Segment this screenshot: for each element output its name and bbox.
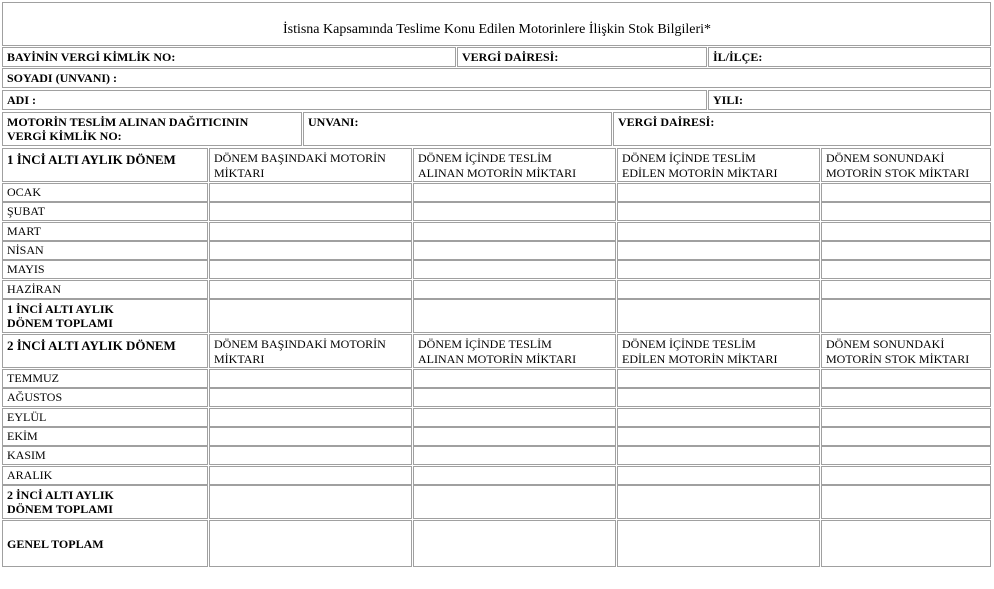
col-delivered-line1: DÖNEM İÇİNDE TESLİM — [622, 337, 756, 351]
surname-field[interactable] — [2, 68, 991, 88]
period2-total-delivered[interactable] — [617, 485, 820, 519]
form-title: İstisna Kapsamında Teslime Konu Edilen Motorinlere İlişkin Stok Bilgileri* — [282, 22, 712, 37]
month-end-input[interactable] — [821, 222, 991, 241]
month-end-input[interactable] — [821, 202, 991, 221]
month-label: MAYIS — [7, 262, 45, 276]
month-label: NİSAN — [7, 243, 44, 257]
grand-total-end[interactable] — [821, 520, 991, 567]
month-received-input[interactable] — [413, 280, 616, 299]
period1-heading-cell — [2, 148, 208, 182]
month-label-cell — [2, 202, 208, 221]
p1-col-start-header — [209, 148, 412, 182]
col-received-line2: ALINAN MOTORİN MİKTARI — [418, 352, 577, 366]
col-delivered-line2: EDİLEN MOTORİN MİKTARI — [622, 352, 778, 366]
col-received-line1: DÖNEM İÇİNDE TESLİM — [418, 151, 552, 165]
month-delivered-input[interactable] — [617, 260, 820, 279]
col-end-line2: MOTORİN STOK MİKTARI — [826, 352, 970, 366]
col-delivered-line1: DÖNEM İÇİNDE TESLİM — [622, 151, 756, 165]
period2-heading: 2 İNCİ ALTI AYLIK DÖNEM — [7, 338, 176, 353]
province-label: İL/İLÇE: — [713, 50, 763, 64]
period1-total-line2: DÖNEM TOPLAMI — [7, 316, 113, 330]
period1-total-end[interactable] — [821, 299, 991, 333]
period1-total-received[interactable] — [413, 299, 616, 333]
month-start-input[interactable] — [209, 241, 412, 260]
month-start-input[interactable] — [209, 280, 412, 299]
month-label-cell — [2, 222, 208, 241]
month-delivered-input[interactable] — [617, 388, 820, 407]
month-received-input[interactable] — [413, 241, 616, 260]
month-end-input[interactable] — [821, 369, 991, 388]
month-label-cell — [2, 183, 208, 202]
month-received-input[interactable] — [413, 388, 616, 407]
month-end-input[interactable] — [821, 466, 991, 485]
month-label-cell — [2, 408, 208, 427]
month-delivered-input[interactable] — [617, 466, 820, 485]
p2-col-received-header — [413, 334, 616, 368]
month-received-input[interactable] — [413, 222, 616, 241]
month-label: MART — [7, 224, 41, 238]
distributor-tax-office-field[interactable] — [613, 112, 991, 146]
month-delivered-input[interactable] — [617, 427, 820, 446]
grand-total-delivered[interactable] — [617, 520, 820, 567]
dealer-tax-office-field[interactable] — [457, 47, 707, 67]
month-start-input[interactable] — [209, 260, 412, 279]
month-delivered-input[interactable] — [617, 408, 820, 427]
month-label-cell — [2, 446, 208, 465]
dealer-tax-office-label: VERGİ DAİRESİ: — [462, 50, 559, 64]
month-label: ARALIK — [7, 468, 53, 482]
distributor-label-line1: MOTORİN TESLİM ALINAN DAĞITICININ — [7, 115, 249, 129]
month-end-input[interactable] — [821, 260, 991, 279]
month-label: EYLÜL — [7, 410, 47, 424]
period1-total-line1: 1 İNCİ ALTI AYLIK — [7, 302, 114, 316]
col-end-line1: DÖNEM SONUNDAKİ — [826, 151, 945, 165]
dealer-tax-id-field[interactable] — [2, 47, 456, 67]
month-received-input[interactable] — [413, 260, 616, 279]
col-start-line2: MİKTARI — [214, 166, 265, 180]
month-label-cell — [2, 388, 208, 407]
month-label: TEMMUZ — [7, 371, 59, 385]
month-start-input[interactable] — [209, 202, 412, 221]
p1-col-end-header — [821, 148, 991, 182]
period2-total-label-cell — [2, 485, 208, 519]
year-label: YILI: — [713, 93, 744, 107]
month-received-input[interactable] — [413, 466, 616, 485]
grand-total-start[interactable] — [209, 520, 412, 567]
month-label-cell — [2, 466, 208, 485]
month-delivered-input[interactable] — [617, 446, 820, 465]
month-end-input[interactable] — [821, 446, 991, 465]
month-end-input[interactable] — [821, 280, 991, 299]
month-end-input[interactable] — [821, 427, 991, 446]
period1-total-label-cell — [2, 299, 208, 333]
month-label-cell — [2, 260, 208, 279]
month-start-input[interactable] — [209, 427, 412, 446]
month-start-input[interactable] — [209, 446, 412, 465]
name-field[interactable] — [2, 90, 707, 110]
col-received-line1: DÖNEM İÇİNDE TESLİM — [418, 337, 552, 351]
month-delivered-input[interactable] — [617, 280, 820, 299]
col-delivered-line2: EDİLEN MOTORİN MİKTARI — [622, 166, 778, 180]
month-end-input[interactable] — [821, 241, 991, 260]
p2-col-end-header — [821, 334, 991, 368]
col-received-line2: ALINAN MOTORİN MİKTARI — [418, 166, 577, 180]
month-start-input[interactable] — [209, 183, 412, 202]
month-end-input[interactable] — [821, 388, 991, 407]
month-delivered-input[interactable] — [617, 241, 820, 260]
period2-total-end[interactable] — [821, 485, 991, 519]
month-label: OCAK — [7, 185, 42, 199]
period2-total-start[interactable] — [209, 485, 412, 519]
month-received-input[interactable] — [413, 369, 616, 388]
month-delivered-input[interactable] — [617, 183, 820, 202]
dealer-tax-id-label: BAYİNİN VERGİ KİMLİK NO: — [7, 50, 176, 64]
month-label-cell — [2, 427, 208, 446]
month-label: AĞUSTOS — [7, 390, 63, 404]
month-end-input[interactable] — [821, 408, 991, 427]
month-label: EKİM — [7, 429, 38, 443]
month-received-input[interactable] — [413, 408, 616, 427]
month-label: ŞUBAT — [7, 204, 46, 218]
period2-total-line1: 2 İNCİ ALTI AYLIK — [7, 488, 114, 502]
col-end-line2: MOTORİN STOK MİKTARI — [826, 166, 970, 180]
col-start-line1: DÖNEM BAŞINDAKİ MOTORİN — [214, 151, 386, 165]
grand-total-label: GENEL TOPLAM — [7, 537, 104, 551]
p1-col-delivered-header — [617, 148, 820, 182]
p1-col-received-header — [413, 148, 616, 182]
month-received-input[interactable] — [413, 183, 616, 202]
distributor-tax-id-field[interactable] — [2, 112, 302, 146]
distributor-title-field[interactable] — [303, 112, 612, 146]
p2-col-start-header — [209, 334, 412, 368]
col-end-line1: DÖNEM SONUNDAKİ — [826, 337, 945, 351]
year-field[interactable] — [708, 90, 991, 110]
grand-total-received[interactable] — [413, 520, 616, 567]
distributor-label-line2: VERGİ KİMLİK NO: — [7, 129, 122, 143]
month-start-input[interactable] — [209, 388, 412, 407]
period2-total-received[interactable] — [413, 485, 616, 519]
month-start-input[interactable] — [209, 222, 412, 241]
period1-heading: 1 İNCİ ALTI AYLIK DÖNEM — [7, 152, 176, 167]
month-label-cell — [2, 280, 208, 299]
col-start-line2: MİKTARI — [214, 352, 265, 366]
month-start-input[interactable] — [209, 408, 412, 427]
col-start-line1: DÖNEM BAŞINDAKİ MOTORİN — [214, 337, 386, 351]
month-label: KASIM — [7, 448, 46, 462]
distributor-tax-office-label: VERGİ DAİRESİ: — [618, 115, 715, 129]
grand-total-label-cell — [2, 520, 208, 567]
month-end-input[interactable] — [821, 183, 991, 202]
month-label: HAZİRAN — [7, 282, 61, 296]
period1-total-start[interactable] — [209, 299, 412, 333]
name-label: ADI : — [7, 93, 36, 107]
month-received-input[interactable] — [413, 202, 616, 221]
month-label-cell — [2, 369, 208, 388]
period2-total-line2: DÖNEM TOPLAMI — [7, 502, 113, 516]
month-delivered-input[interactable] — [617, 369, 820, 388]
period2-heading-cell — [2, 334, 208, 368]
province-field[interactable] — [708, 47, 991, 67]
month-received-input[interactable] — [413, 427, 616, 446]
month-delivered-input[interactable] — [617, 202, 820, 221]
month-start-input[interactable] — [209, 466, 412, 485]
month-label-cell — [2, 241, 208, 260]
month-received-input[interactable] — [413, 446, 616, 465]
period1-total-delivered[interactable] — [617, 299, 820, 333]
surname-label: SOYADI (UNVANI) : — [7, 71, 118, 85]
p2-col-delivered-header — [617, 334, 820, 368]
distributor-title-label: UNVANI: — [308, 115, 359, 129]
month-start-input[interactable] — [209, 369, 412, 388]
month-delivered-input[interactable] — [617, 222, 820, 241]
